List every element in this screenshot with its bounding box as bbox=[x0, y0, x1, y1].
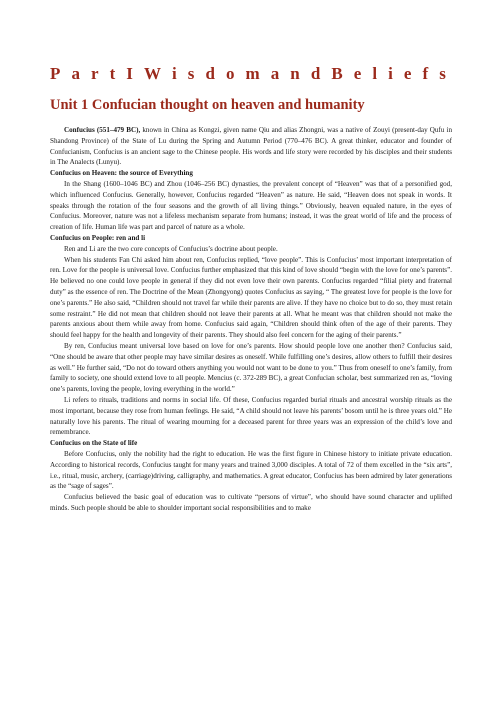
part-title-letter: W bbox=[143, 64, 161, 83]
part-title-letter: t bbox=[109, 64, 116, 83]
part-title-letter: l bbox=[372, 64, 378, 83]
document-body bbox=[50, 125, 452, 514]
part-title-letter: m bbox=[245, 64, 260, 83]
paragraph: In the Shang (1600–1046 BC) and Zhou (1046–256 BC) dynasties, the prevalent concept of “Heaven” was that of a personified god, which influenced Confucius. Generally, however, Confucius regarded “Heaven” as nature. He said, “Heaven does not speak in words. It speaks through the rotation of the four seasons and the growth of all living things.” Obviously, heaven equaled nature, in the eyes of Confucius. Moreover, nature was not a lifeless mechanism separate from humans; instead, it was the great world of life and the process of creation of life. Human life was part and parcel of nature as a whole. bbox=[50, 179, 452, 232]
part-title-letter: P bbox=[50, 64, 61, 83]
intro-text: known in China as Kongzi, given name Qiu and alias Zhongni, was a native of Zouyi (present-day Qufu in Shandong Province) of the State of Lu during the Spring and Autumn Period (770–476 BC). A great thinker, educator and founder of Confucianism, Confucius is an ancient sage to the Chinese people. His words and life story were recorded by his disciples and their students in The Analects (Lunyu). bbox=[50, 126, 452, 167]
part-title-letter: e bbox=[403, 64, 412, 83]
part-title-letter: d bbox=[205, 64, 215, 83]
part-title-letter: s bbox=[439, 64, 446, 83]
paragraph: Li refers to rituals, traditions and norms in social life. Of these, Confucius regarded burial rituals and ancestral worship rituals as the most important, because they rose from human feelings. He said, “A child should not leave his parents’ bosom until he is three years old.” He naturally love his parents. The ritual of wearing mourning for a deceased parent for three years was an expression of the child’s love and remembrance. bbox=[50, 395, 452, 437]
paragraph: Confucius believed the basic goal of education was to cultivate “persons of virtue”, who should have sound character and uplifted minds. Such people should be able to shoulder important social responsibilities and to make bbox=[50, 493, 452, 512]
part-title-letter: s bbox=[187, 64, 195, 83]
section-heading-heaven: Confucius on Heaven: the source of Everything bbox=[50, 169, 193, 178]
part-title-letter: e bbox=[353, 64, 362, 83]
intro-lead: Confucius (551–479 BC), bbox=[64, 126, 141, 134]
section-heading-people: Confucius on People: ren and li bbox=[50, 233, 146, 242]
part-title-letter: o bbox=[225, 64, 235, 83]
part-title-letter: d bbox=[310, 64, 321, 83]
part-title-letter: r bbox=[90, 64, 99, 83]
paragraph: Ren and Li are the two core concepts of Confucius’s doctrine about people. bbox=[64, 244, 278, 253]
section-heading-state-of-life: Confucius on the State of life bbox=[50, 439, 138, 448]
unit-title: Unit 1 Confucian thought on heaven and humanity bbox=[50, 97, 365, 113]
paragraph: By ren, Confucius meant universal love based on love for one’s parents. How should people love one another then? Confucius said, “One should be aware that other people may have similar desires as oneself. While fulfilling one’s desires, allow others to fulfill their desires as well.” He further said, “Do not do toward others anything you would not want to be done to you.” Thus from oneself to one’s family, from family to society, one should extend love to all people. Mencius (c. 372-289 BC), a great Confucian scholar, best summarized ren as, “loving one’s parents, loving the people, loving everything in the world.” bbox=[50, 341, 452, 394]
paragraph: Before Confucius, only the nobility had the right to education. He was the first figure in Chinese history to initiate private education. According to historical records, Confucius taught for many years and trained 3,000 disciples. A total of 72 of them excelled in the “six arts”, i.e., ritual, music, archery, (carriage)driving, calligraphy, and mathematics. A great educator, Confucius has been admired by later generations as the “sage of sages”. bbox=[50, 449, 452, 491]
part-title-letter: I bbox=[126, 64, 133, 83]
part-title-letter: a bbox=[270, 64, 280, 83]
part-title-letter: B bbox=[331, 64, 343, 83]
part-title-letter: n bbox=[290, 64, 300, 83]
part-title bbox=[50, 64, 446, 84]
part-title-letter: a bbox=[71, 64, 80, 83]
part-title-letter: i bbox=[172, 64, 177, 83]
intro-paragraph bbox=[50, 125, 452, 168]
part-title-letter: i bbox=[388, 64, 393, 83]
part-title-letter: f bbox=[422, 64, 429, 83]
paragraph: When his students Fan Chi asked him about ren, Confucius replied, “love people”. This is Confucius’ most important interpretation of ren. Love for the people is universal love. Confucius further emphasized that this kind of love should “begin with the love for one’s parents”. He believed no one could love people in general if they did not even love their own parents. Confucius regarded “filial piety and fraternal duty” as the essence of ren. The Doctrine of the Mean (Zhongyong) quotes Confucius as saying, “ The greatest love for people is the love for one’s parents.” He also said, “Children should not travel far while their parents are alive. If they have no choice but to do so, they must retain some restraint.” He did not mean that children should not leave their parents at all. What he meant was that children should not make the parents anxious about them while away from home. Confucius said again, “Children should think often of the age of their parents. They should feel happy for the health and longevity of their parents. They should also feel concern for the aging of their parents.” bbox=[50, 255, 452, 340]
